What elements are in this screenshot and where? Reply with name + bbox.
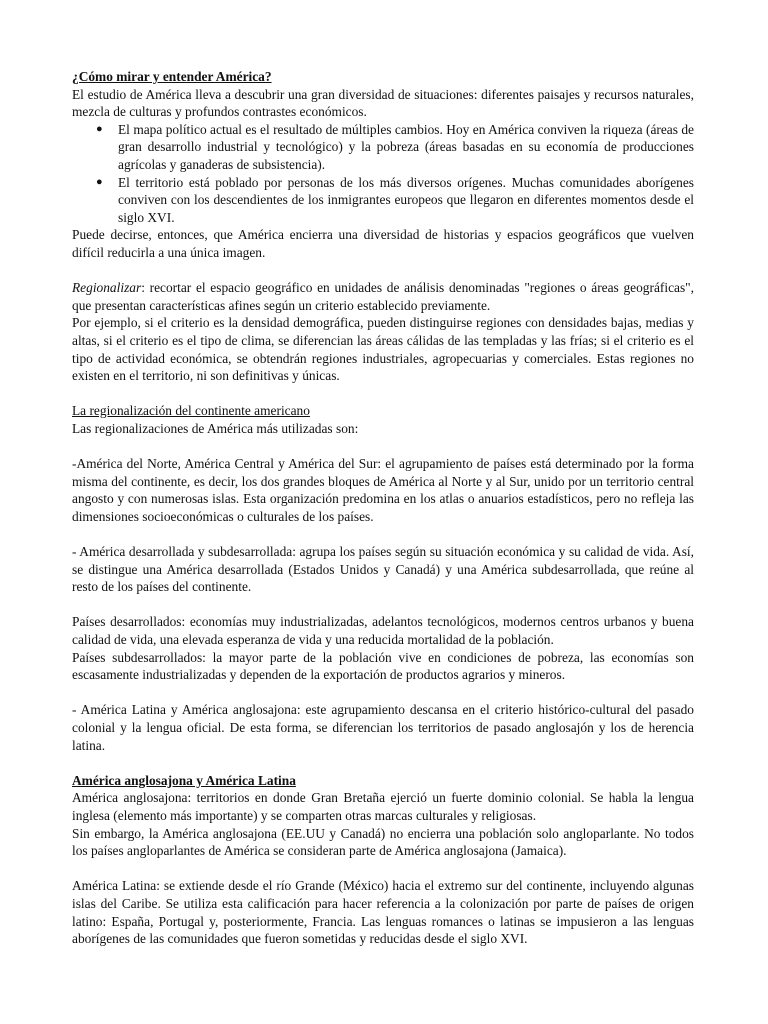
spacer [72, 385, 694, 403]
paises-subdesarrollados: Países subdesarrollados: la mayor parte de la población vive en condiciones de pobreza, las economías son escasamente industrializadas y dependen de la exportación de productos agrarios y mineros. [72, 649, 694, 683]
regionalizacion-cultural: - América Latina y América anglosajona: este agrupamiento descansa en el criterio histórico-cultural del pasado colonial y la lengua oficial. De esta forma, se diferencian los territorios de pasado anglosajón y los de herencia latina. [72, 702, 694, 753]
paises-desarrollados: Países desarrollados: economías muy industrializadas, adelantos tecnológicos, modernos centros urbanos y buena calidad de vida, una elevada esperanza de vida y una reducida mortalidad de la población. [72, 614, 694, 647]
bullet-dot-icon: ● [96, 175, 103, 188]
regionalizacion-desarrollo: - América desarrollada y subdesarrollada: agrupa los países según su situación económica y su calidad de vida. Así, se distingue una América desarrollada (Estados Unidos y Canadá) y una América subdesarrollada, que reúne al resto de los países del continente. [72, 544, 694, 595]
spacer [72, 754, 694, 772]
regionalizar-definition [72, 279, 694, 314]
america-anglosajona-sin-embargo: Sin embargo, la América anglosajona (EE.UU y Canadá) no encierra una población solo angloparlante. No todos los países angloparlantes de América se consideran parte de América anglosajona (Jamaica). [72, 825, 694, 859]
spacer [72, 596, 694, 614]
regionalizar-term: Regionalizar [72, 280, 142, 296]
bullet-item [96, 121, 694, 174]
regionalizacion-norte-sur: -América del Norte, América Central y América del Sur: el agrupamiento de países está determinado por la forma misma del continente, es decir, los dos grandes bloques de América al Norte y al Sur, unido por un territorio central angosto y con numerosas islas. Esta organización predomina en los atlas o anuarios estadísticos, pero no refleja las dimensiones socioeconómicas o culturales de los países. [72, 456, 694, 524]
conclusion-paragraph: Puede decirse, entonces, que América encierra una diversidad de historias y espacios geográficos que vuelven difícil reducirla a una única imagen. [72, 227, 694, 260]
section-title-regionalizacion: La regionalización del continente americano [72, 403, 310, 419]
spacer [72, 437, 694, 455]
bullet-text: El territorio está poblado por personas de los más diversos orígenes. Muchas comunidades aborígenes conviven con los descendientes de los inmigrantes europeos que llegaron en diferentes momentos desde el siglo XVI. [118, 174, 694, 225]
america-latina: América Latina: se extiende desde el río Grande (México) hacia el extremo sur del continente, incluyendo algunas islas del Caribe. Se utiliza esta calificación para hacer referencia a la colonización por parte de países de origen latino: España, Portugal y, posteriormente, Francia. Las lenguas romances o latinas se impusieron a las lenguas aborígenes de las comunidades que fueron sometidas y reducidas desde el siglo XVI. [72, 878, 694, 947]
spacer [72, 860, 694, 878]
document-page [72, 68, 694, 948]
intro-paragraph: El estudio de América lleva a descubrir una gran diversidad de situaciones: diferentes paisajes y recursos naturales, mezcla de culturas y profundos contrastes económicos. [72, 86, 694, 120]
section-title-como-mirar: ¿Cómo mirar y entender América? [72, 69, 272, 84]
spacer [72, 262, 694, 280]
bullet-list [72, 121, 694, 227]
bullet-text: El mapa político actual es el resultado de múltiples cambios. Hoy en América conviven la riqueza (áreas de gran desarrollo industrial y tecnológico) y la pobreza (áreas basadas en su economía de producciones agrícolas y ganaderas de subsistencia). [118, 121, 694, 172]
regionalizar-definition-text: : recortar el espacio geográfico en unidades de análisis denominadas "regiones o áreas geográficas", que presentan características afines según un criterio establecido previamente. [72, 280, 694, 313]
bullet-dot-icon: ● [96, 122, 103, 135]
spacer [72, 684, 694, 702]
section-title-anglosajona-latina: América anglosajona y América Latina [72, 772, 296, 788]
bullet-item [96, 174, 694, 227]
regionalizacion-intro: Las regionalizaciones de América más utilizadas son: [72, 420, 359, 436]
spacer [72, 525, 694, 543]
america-anglosajona: América anglosajona: territorios en donde Gran Bretaña ejerció un fuerte dominio colonial. Se habla la lengua inglesa (elemento más importante) y se comparten otras marcas culturales y religiosas. [72, 790, 694, 823]
regionalizar-example: Por ejemplo, si el criterio es la densidad demográfica, pueden distinguirse regiones con densidades bajas, medias y altas, si el criterio es el tipo de clima, se diferencian las áreas cálidas de las templadas y las frías; si el criterio es el tipo de actividad económica, se obtendrán regiones industriales, agropecuarias y comerciales. Estas regiones no existen en el territorio, ni son definitivas y únicas. [72, 315, 694, 384]
